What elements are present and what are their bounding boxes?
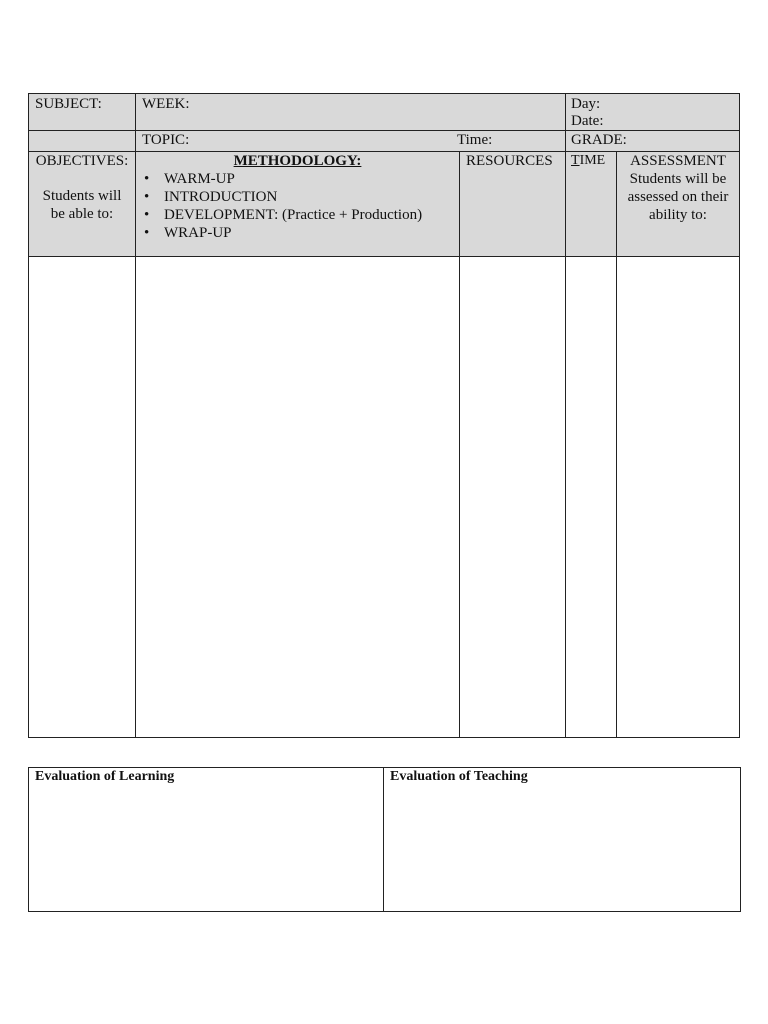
objectives-label: OBJECTIVES: (35, 153, 129, 169)
subject-label: SUBJECT: (35, 96, 102, 112)
evaluation-table (28, 767, 741, 912)
evaluation-teaching-label: Evaluation of Teaching (390, 769, 528, 784)
week-label: WEEK: (142, 96, 190, 112)
assessment-subtext: Students will be assessed on their ability to: (627, 171, 729, 223)
time-header-first: T (571, 153, 580, 168)
bullet-icon: • (144, 189, 150, 205)
time-header (571, 152, 605, 170)
methodology-item: • WRAP-UP (144, 225, 232, 241)
evaluation-learning-label: Evaluation of Learning (35, 769, 175, 784)
methodology-header (136, 152, 459, 242)
objectives-subtext: Students will be able to: (42, 188, 122, 222)
topic-label: TOPIC: (142, 132, 190, 148)
methodology-title: METHODOLOGY: (233, 153, 362, 169)
resources-header: RESOURCES (466, 153, 553, 169)
assessment-body[interactable] (617, 257, 739, 737)
objectives-header (29, 152, 135, 223)
methodology-body[interactable] (136, 257, 459, 737)
bullet-icon: • (144, 225, 150, 241)
lesson-plan-table (28, 93, 740, 738)
methodology-item: • DEVELOPMENT: (Practice + Production) (144, 207, 423, 223)
assessment-header (617, 152, 739, 224)
date-label: Date: (571, 113, 604, 129)
bullet-icon: • (144, 207, 150, 223)
assessment-label: ASSESSMENT (630, 153, 726, 169)
evaluation-learning-cell[interactable] (29, 768, 384, 911)
methodology-item: • WARM-UP (144, 171, 235, 187)
time-body[interactable] (566, 257, 616, 737)
grade-label: GRADE: (571, 132, 627, 148)
day-label: Day: (571, 96, 601, 112)
methodology-item: • INTRODUCTION (144, 189, 278, 205)
time-label: Time: (457, 132, 493, 148)
resources-body[interactable] (460, 257, 565, 737)
time-header-rest: IME (579, 153, 606, 168)
methodology-list (136, 170, 459, 242)
objectives-body[interactable] (29, 257, 135, 737)
evaluation-teaching-cell[interactable] (384, 768, 740, 911)
bullet-icon: • (144, 171, 150, 187)
